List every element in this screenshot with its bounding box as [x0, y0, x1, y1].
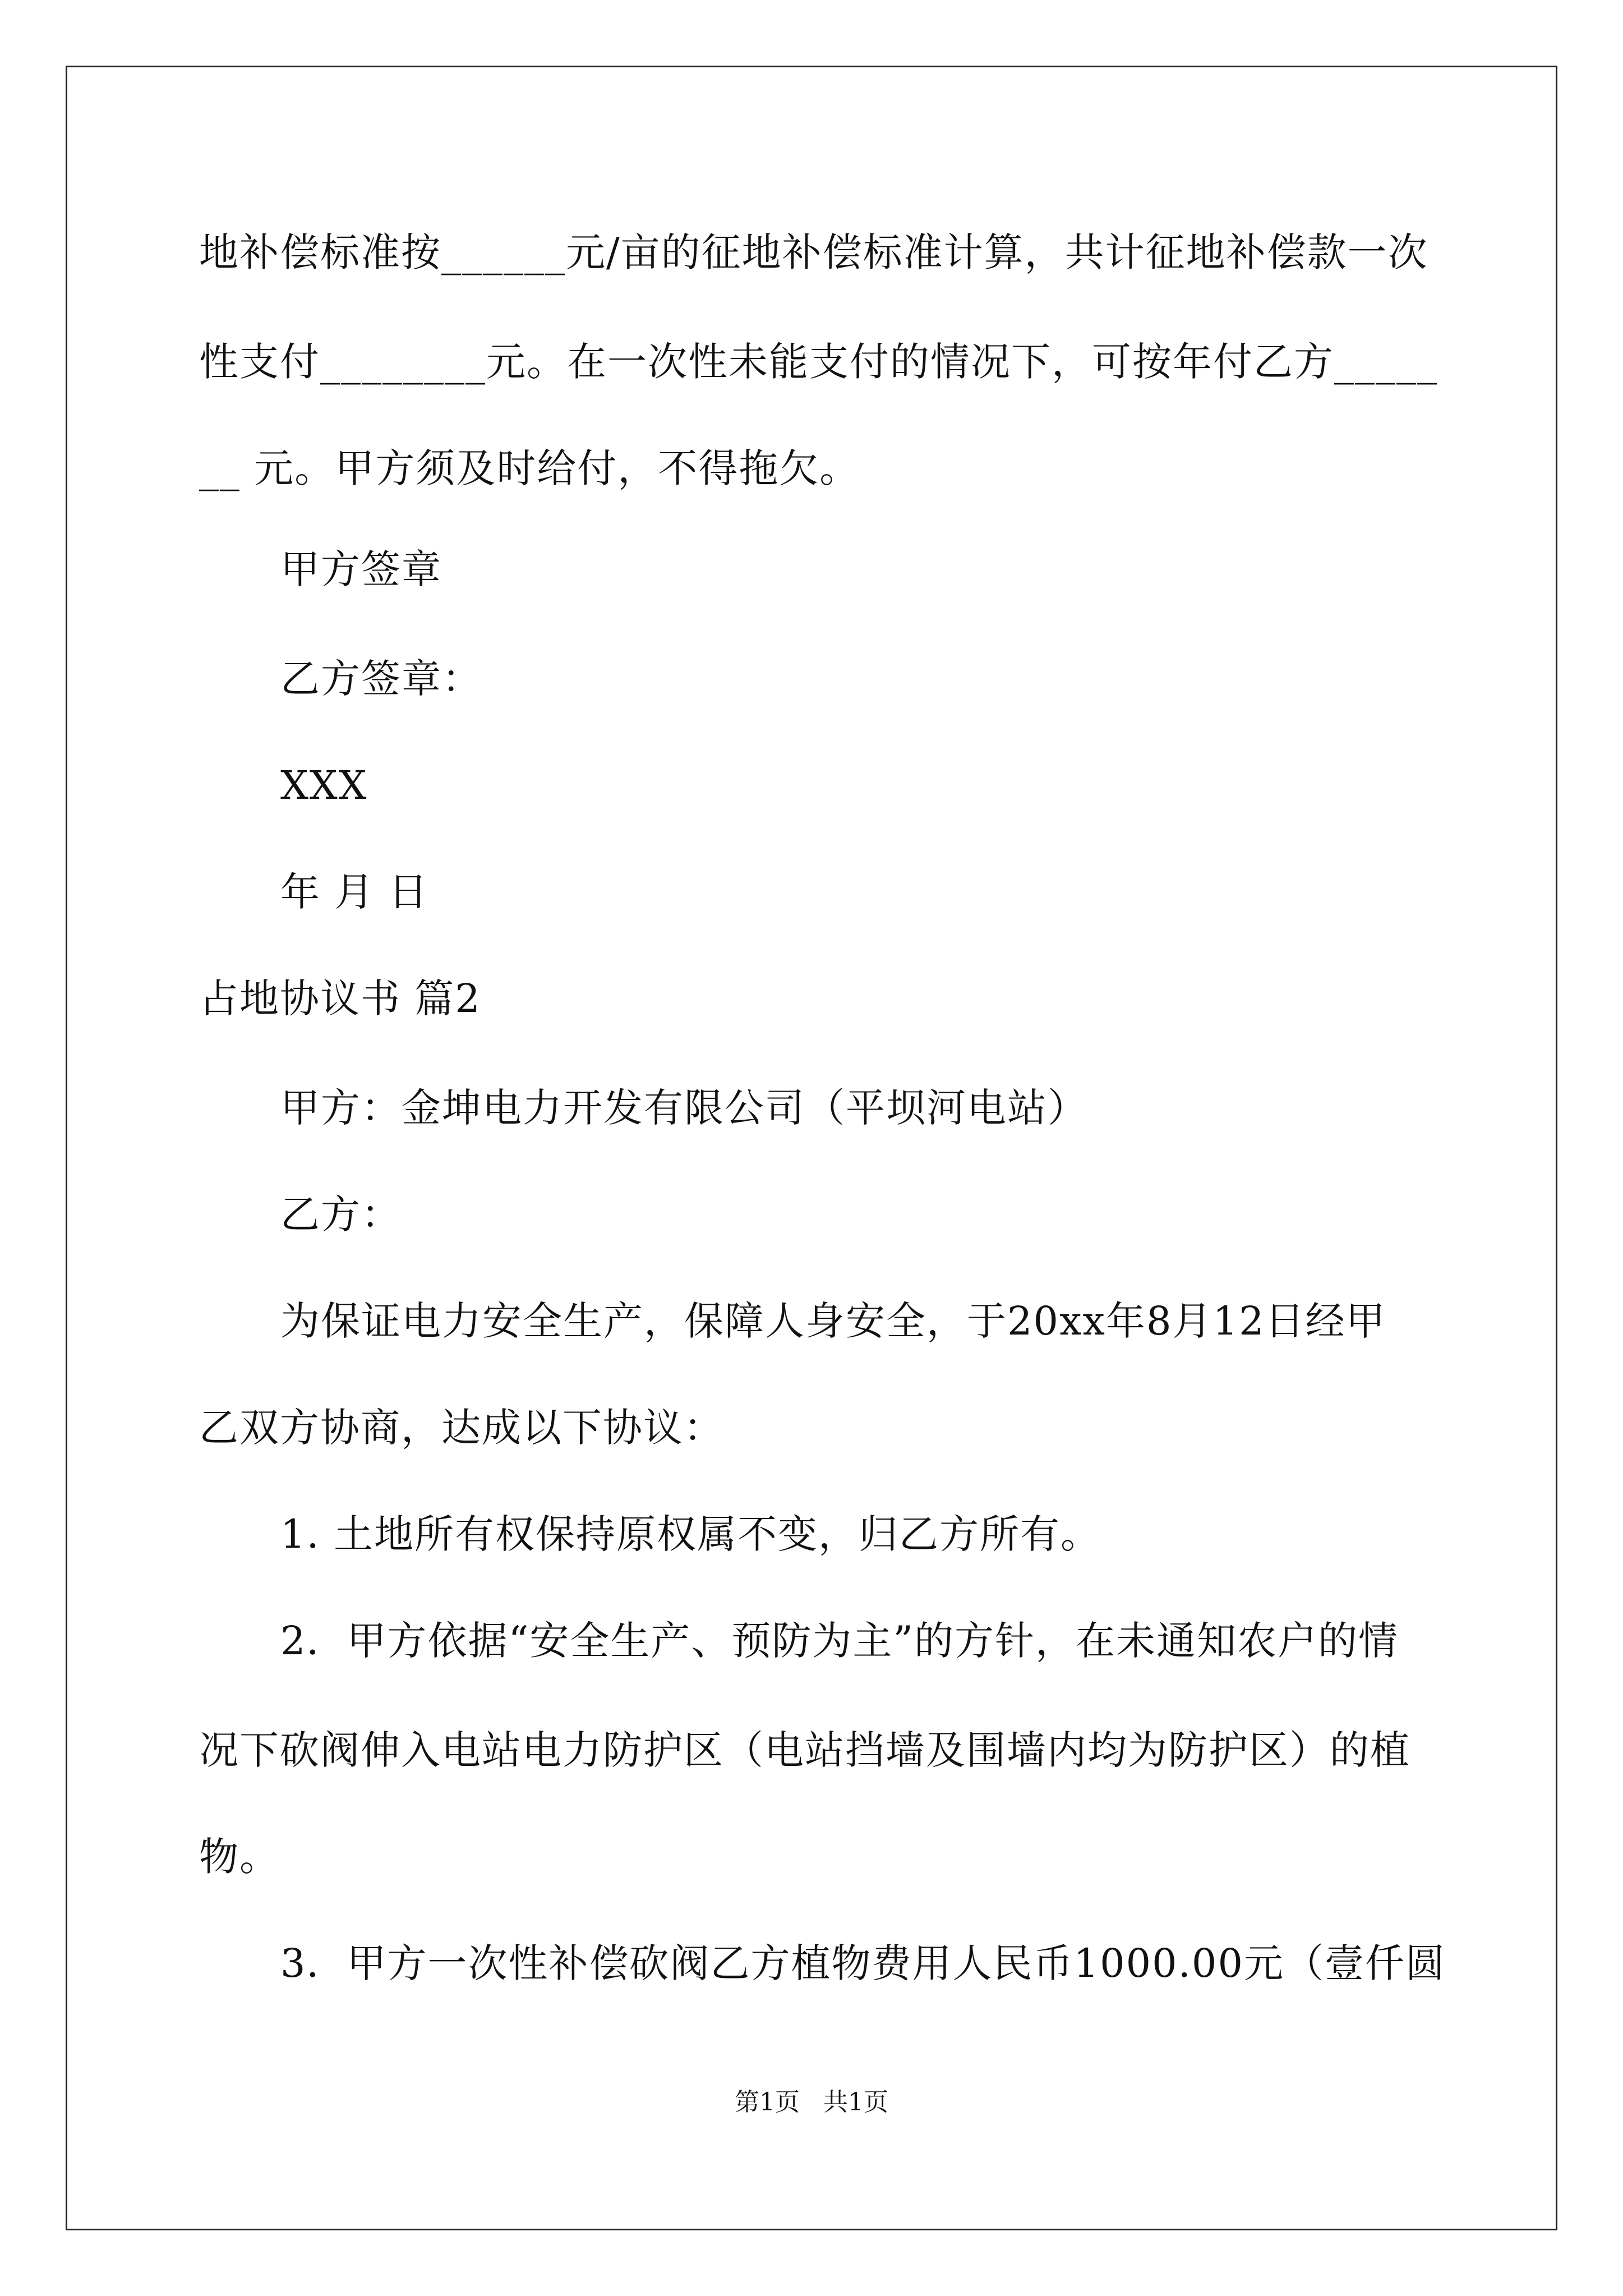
- text-line: 乙双方协商，达成以下协议：: [199, 1405, 724, 1451]
- text-line: 年 月 日: [280, 869, 429, 915]
- text-line: 3．甲方一次性补偿砍阀乙方植物费用人民币1000.00元（壹仟圆: [280, 1940, 1446, 1986]
- text-line: __ 元。甲方须及时给付，不得拖欠。: [199, 445, 860, 491]
- page-footer: 第1页 共1页: [735, 2088, 888, 2116]
- text-line: 2．甲方依据“安全生产、预防为主”的方针，在未通知农户的情: [280, 1618, 1399, 1664]
- text-line: 况下砍阀伸入电站电力防护区（电站挡墙及围墙内均为防护区）的植: [199, 1727, 1410, 1773]
- text-line: 地补偿标准按______元/亩的征地补偿标准计算，共计征地补偿款一次: [199, 229, 1428, 275]
- text-line: 性支付________元。在一次性未能支付的情况下，可按年付乙方_____: [199, 339, 1438, 385]
- section-heading: 占地协议书 篇2: [199, 976, 481, 1022]
- page-border: [66, 66, 1557, 2230]
- text-line: 1. 土地所有权保持原权属不变，归乙方所有。: [280, 1511, 1101, 1557]
- text-line: 为保证电力安全生产，保障人身安全，于20xx年8月12日经甲: [280, 1298, 1386, 1344]
- text-line: 甲方签章: [280, 546, 442, 592]
- text-line: 乙方签章：: [280, 656, 482, 702]
- text-line: XXX: [280, 762, 368, 808]
- text-line: 物。: [199, 1834, 280, 1880]
- text-line: 乙方：: [280, 1191, 402, 1237]
- text-line: 甲方：金坤电力开发有限公司（平坝河电站）: [280, 1085, 1088, 1131]
